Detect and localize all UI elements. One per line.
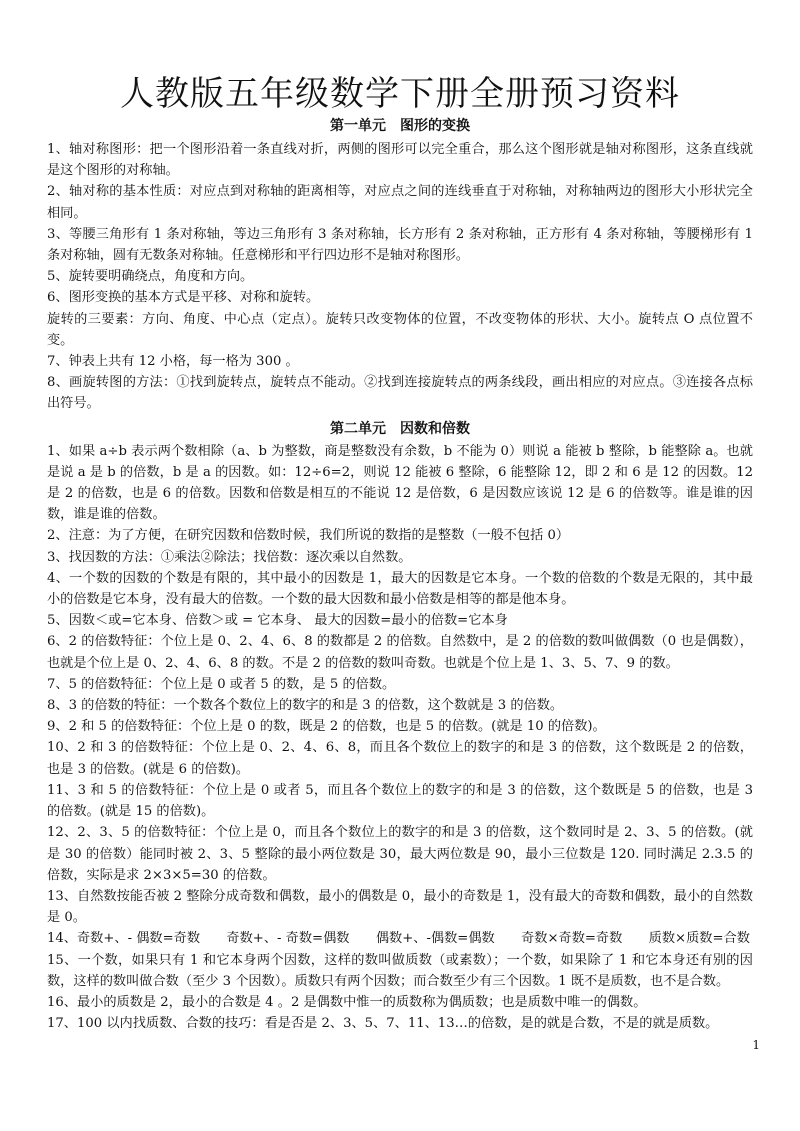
paragraph: 4、一个数的因数的个数是有限的，其中最小的因数是 1，最大的因数是它本身。一个数的倍数的个数是无限的，其中最小的倍数是它本身，没有最大的倍数。一个数的最大因数和最小倍数是相等的都是他本身。: [47, 570, 753, 608]
paragraph: 7、钟表上共有 12 小格，每一格为 300 。: [47, 354, 299, 370]
paragraph: 6、2 的倍数特征：个位上是 0、2、4、6、8 的数都是 2 的倍数。自然数中，是 2 的倍数的数叫做偶数（0 也是偶数），也就是个位上是 0、2、4、6、8 的数。不是 2 的倍数的数叫奇数。也就是个位上是 1、3、5、7、9 的数。: [47, 634, 753, 671]
document-body: [47, 116, 753, 1034]
paragraph: 1、轴对称图形：把一个图形沿着一条直线对折，两侧的图形可以完全重合，那么这个图形就是轴对称图形，这条直线就是这个图形的对称轴。: [47, 142, 753, 179]
paragraph: 7、5 的倍数特征：个位上是 0 或者 5 的数，是 5 的倍数。: [47, 676, 396, 692]
paragraph: 5、旋转要明确绕点，角度和方向。: [47, 269, 254, 285]
paragraph: 1、如果 a÷b 表示两个数相除（a、b 为整数，商是整数没有余数，b 不能为 0）则说 a 能被 b 整除，b 能整除 a。也就是说 a 是 b 的倍数，b 是 a 的因数。如：12÷6=2，则说 12 能被 6 整除，6 能整除 12，即 2 和 6 是 12 的因数。12 是 2 的倍数，也是 6 的倍数。因数和倍数是相互的不能说 12 是倍数，6 是因数应该说 12 是 6 的倍数等。谁是谁的因数，谁是谁的倍数。: [47, 443, 753, 523]
document-title: 人教版五年级数学下册全册预习资料: [120, 74, 680, 114]
paragraph: 旋转的三要素：方向、角度、中心点（定点）。旋转只改变物体的位置，不改变物体的形状、大小。旋转点 O 点位置不变。: [47, 311, 753, 348]
paragraph: 13、自然数按能否被 2 整除分成奇数和偶数，最小的偶数是 0，最小的奇数是 1，没有最大的奇数和偶数，最小的自然数是 0。: [47, 888, 753, 926]
paragraph: 3、找因数的方法：①乘法②除法；找倍数：逐次乘以自然数。: [47, 549, 412, 565]
paragraph: 2、轴对称的基本性质：对应点到对称轴的距离相等，对应点之间的连线垂直于对称轴，对称轴两边的图形大小形状完全相同。: [47, 184, 753, 221]
paragraph: 16、最小的质数是 2，最小的合数是 4 。2 是偶数中惟一的质数称为偶质数；也是质数中唯一的偶数。: [47, 994, 647, 1010]
section-heading-unit-1: 第一单元 图形的变换: [330, 118, 470, 134]
paragraph: 8、画旋转图的方法：①找到旋转点，旋转点不能动。②找到连接旋转点的两条线段，画出相应的对应点。③连接各点标出符号。: [47, 375, 753, 412]
paragraph: 14、奇数+、- 偶数=奇数 奇数+、- 奇数=偶数 偶数+、-偶数=偶数 奇数×奇数=奇数 质数×质数=合数: [47, 931, 750, 947]
paragraph: 2、注意：为了方便，在研究因数和倍数时候，我们所说的数指的是整数（一般不包括 0）: [47, 528, 570, 544]
paragraph: 6、图形变换的基本方式是平移、对称和旋转。: [47, 290, 320, 306]
paragraph: 10、2 和 3 的倍数特征：个位上是 0、2、4、6、8，而且各个数位上的数字的和是 3 的倍数，这个数既是 2 的倍数，也是 3 的倍数。(就是 6 的倍数)。: [47, 740, 753, 777]
paragraph: 12、2、3、5 的倍数特征：个位上是 0，而且各个数位上的数字的和是 3 的倍数，这个数同时是 2、3、5 的倍数。(就是 30 的倍数）能同时被 2、3、5 整除的最小两位数是 30，最大两位数是 90，最小三位数是 120. 同时满足 2.3.5 的倍数，实际是求 2×3×5=30 的倍数。: [47, 825, 753, 883]
paragraph: 11、3 和 5 的倍数特征：个位上是 0 或者 5，而且各个数位上的数字的和是 3 的倍数，这个数既是 5 的倍数，也是 3 的倍数。(就是 15 的倍数)。: [47, 782, 753, 820]
section-heading-unit-2: 第二单元 因数和倍数: [330, 420, 470, 437]
paragraph: 5、因数＜或=它本身、倍数＞或 = 它本身、 最大的因数=最小的倍数=它本身: [47, 613, 508, 629]
paragraph: 17、100 以内找质数、合数的技巧：看是否是 2、3、5、7、11、13…的倍数，是的就是合数，不是的就是质数。: [47, 1016, 719, 1032]
page-number: 1: [752, 1038, 760, 1052]
paragraph: 9、2 和 5 的倍数特征：个位上是 0 的数，既是 2 的倍数，也是 5 的倍数。(就是 10 的倍数)。: [47, 719, 606, 735]
paragraph: 3、等腰三角形有 1 条对称轴，等边三角形有 3 条对称轴，长方形有 2 条对称轴，正方形有 4 条对称轴，等腰梯形有 1 条对称轴，圆有无数条对称轴。任意梯形和平行四边形不是轴对称图形。: [47, 226, 753, 264]
paragraph: 8、3 的倍数的特征：一个数各个数位上的数字的和是 3 的倍数，这个数就是 3 的倍数。: [47, 698, 564, 714]
paragraph: 15、一个数，如果只有 1 和它本身两个因数，这样的数叫做质数（或素数）；一个数，如果除了 1 和它本身还有别的因数，这样的数叫做合数（至少 3 个因数）。质数只有两个因数；而合数至少有三个因数。1 既不是质数，也不是合数。: [47, 952, 753, 989]
